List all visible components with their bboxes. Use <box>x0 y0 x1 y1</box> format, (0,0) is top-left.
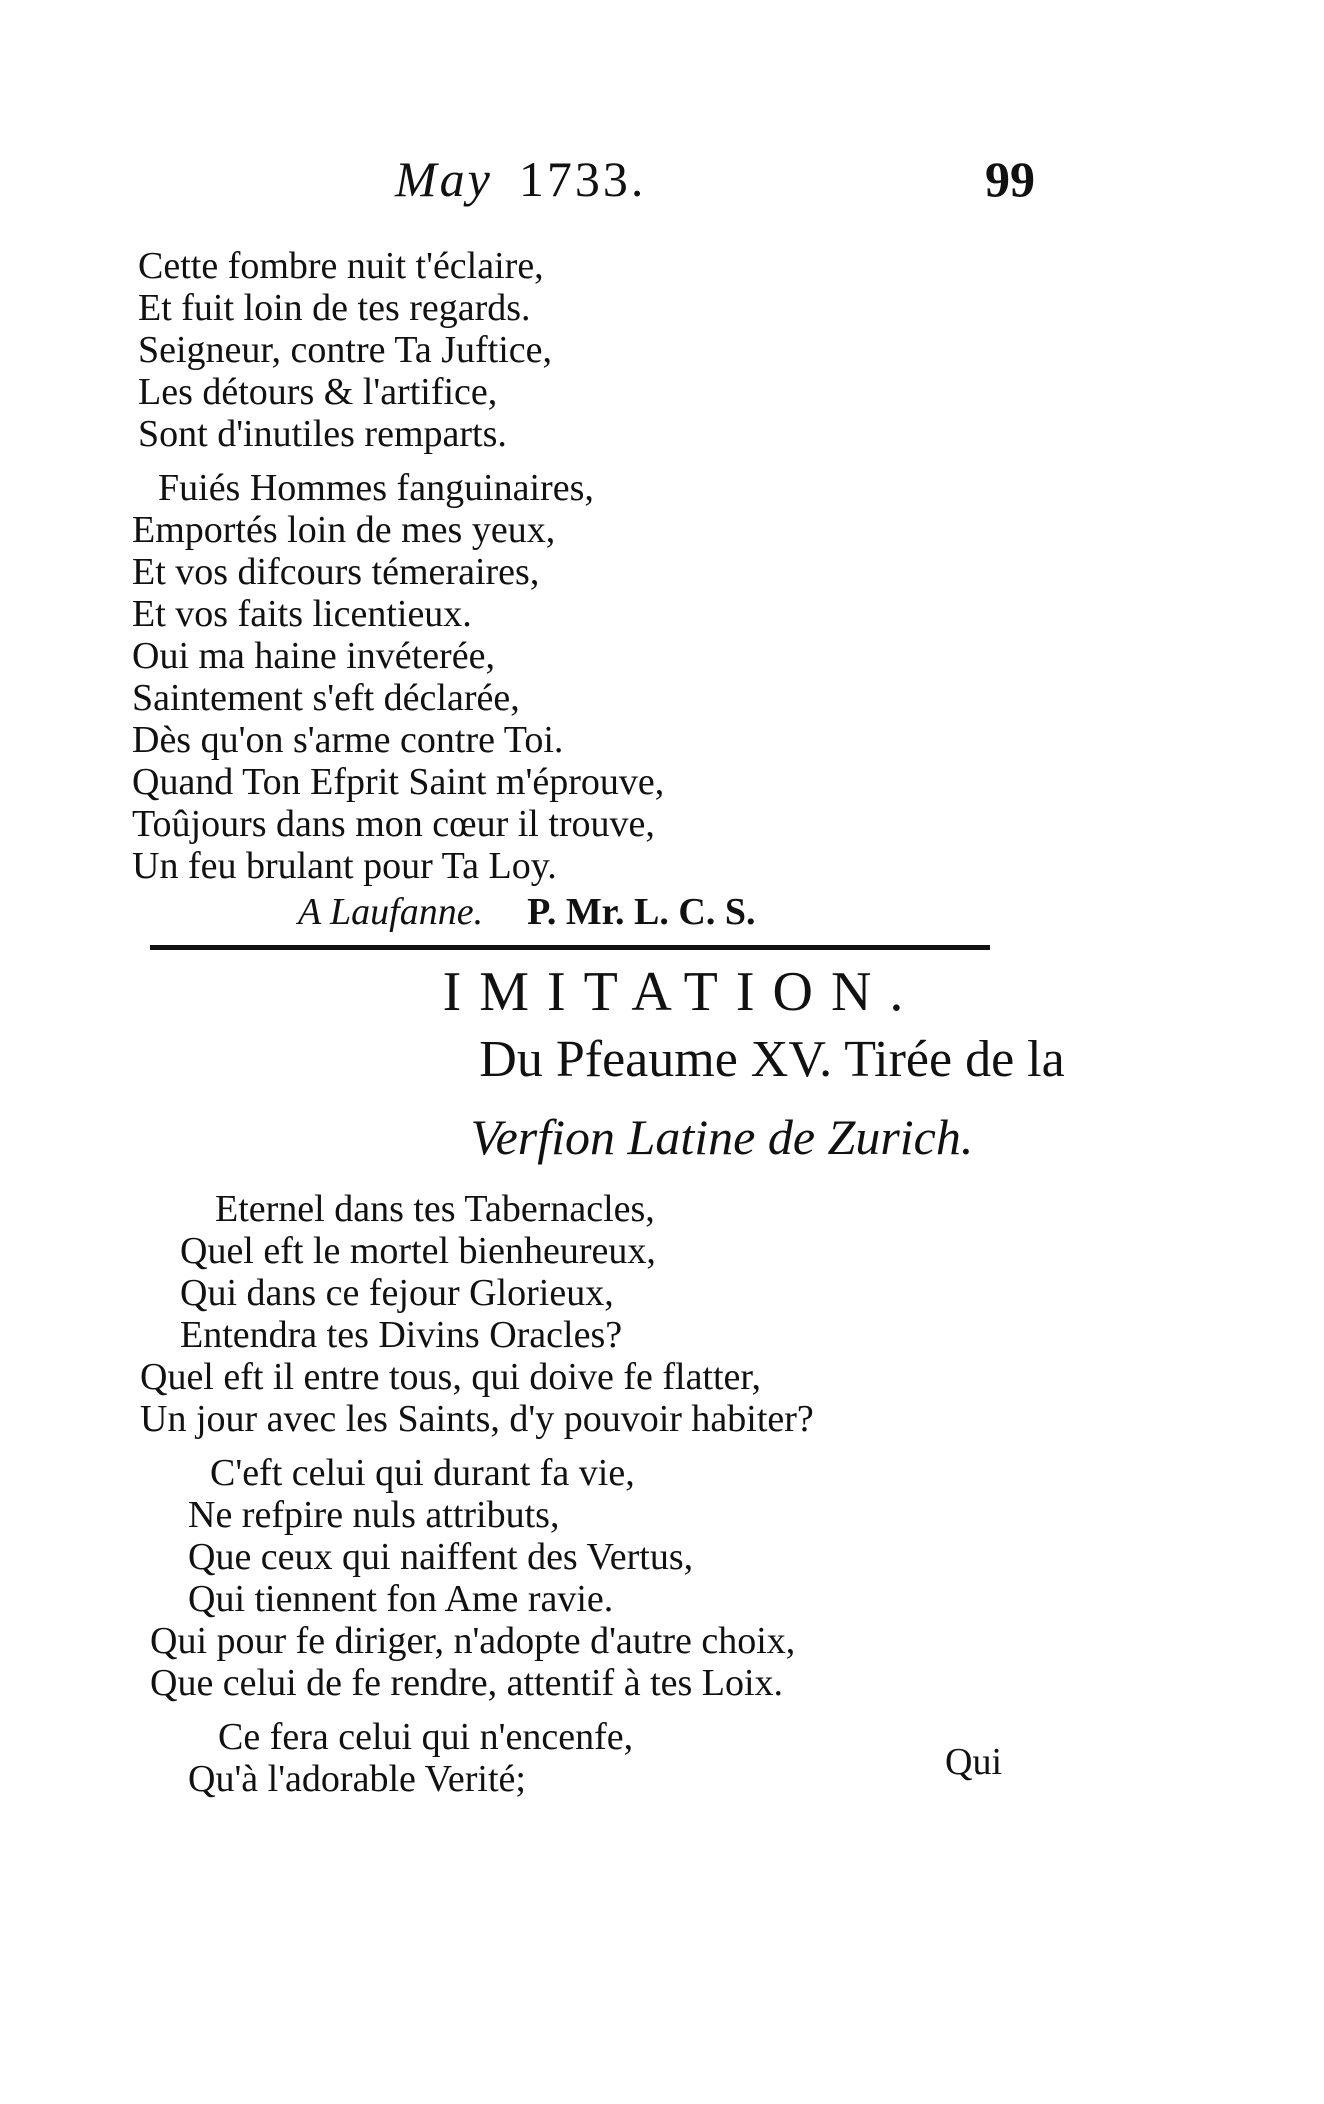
running-head-year: 1733. <box>518 151 647 207</box>
verse-line: Les détours & l'artifice, <box>138 371 498 413</box>
verse-line: Quand Ton Efprit Saint m'éprouve, <box>132 761 665 803</box>
verse-line: Que ceux qui naiffent des Vertus, <box>188 1536 694 1578</box>
verse-line: Un feu brulant pour Ta Loy. <box>132 845 557 887</box>
verse-line: Ne refpire nuls attributs, <box>188 1494 560 1536</box>
page-header <box>395 150 1035 220</box>
verse-line: Qu'à l'adorable Verité; <box>188 1758 526 1800</box>
verse-line: Cette fombre nuit t'éclaire, <box>138 245 544 287</box>
section-subtitle: Du Pfeaume XV. Tirée de la <box>479 1031 1065 1088</box>
verse-line: Et fuit loin de tes regards. <box>138 287 531 329</box>
running-head-month: May <box>395 151 493 207</box>
verse-line: Et vos faits licentieux. <box>132 593 472 635</box>
verse-line: Un jour avec les Saints, d'y pouvoir habiter? <box>140 1398 814 1440</box>
verse-line: C'eft celui qui durant fa vie, <box>210 1452 635 1494</box>
page-number: 99 <box>985 151 1035 207</box>
signature-place: A Laufanne. <box>298 891 484 933</box>
verse-line: Qui tiennent fon Ame ravie. <box>188 1578 614 1620</box>
verse-line: Emportés loin de mes yeux, <box>132 509 556 551</box>
verse-line: Seigneur, contre Ta Juftice, <box>138 329 553 371</box>
verse-line: Qui pour fe diriger, n'adopte d'autre choix, <box>150 1620 796 1662</box>
section-title: IMITATION. <box>442 961 922 1023</box>
verse-line: Que celui de fe rendre, attentif à tes Loix. <box>150 1662 784 1704</box>
verse-line: Oui ma haine invéterée, <box>132 635 495 677</box>
verse-line: Entendra tes Divins Oracles? <box>180 1314 623 1356</box>
verse-line: Eternel dans tes Tabernacles, <box>215 1188 655 1230</box>
verse-line: Dès qu'on s'arme contre Toi. <box>132 719 564 761</box>
signature-initials: P. Mr. L. C. S. <box>527 891 756 933</box>
section-subtitle-italic: Verfion Latine de Zurich. <box>470 1109 974 1165</box>
verse-line: Toûjours dans mon cœur il trouve, <box>132 803 655 845</box>
verse-line: Quel eft il entre tous, qui doive fe flatter, <box>140 1356 762 1398</box>
verse-line: Saintement s'eft déclarée, <box>132 677 520 719</box>
signature <box>298 890 755 934</box>
verse-line: Sont d'inutiles remparts. <box>138 413 507 455</box>
catchword: Qui <box>945 1741 1002 1783</box>
verse-line: Qui dans ce fejour Glorieux, <box>180 1272 614 1314</box>
section-divider <box>150 945 990 950</box>
verse-line: Et vos difcours témeraires, <box>132 551 540 593</box>
verse-line: Quel eft le mortel bienheureux, <box>180 1230 656 1272</box>
verse-line: Fuiés Hommes fanguinaires, <box>158 467 594 509</box>
verse-line: Ce fera celui qui n'encenfe, <box>218 1716 634 1758</box>
running-head <box>395 150 646 208</box>
